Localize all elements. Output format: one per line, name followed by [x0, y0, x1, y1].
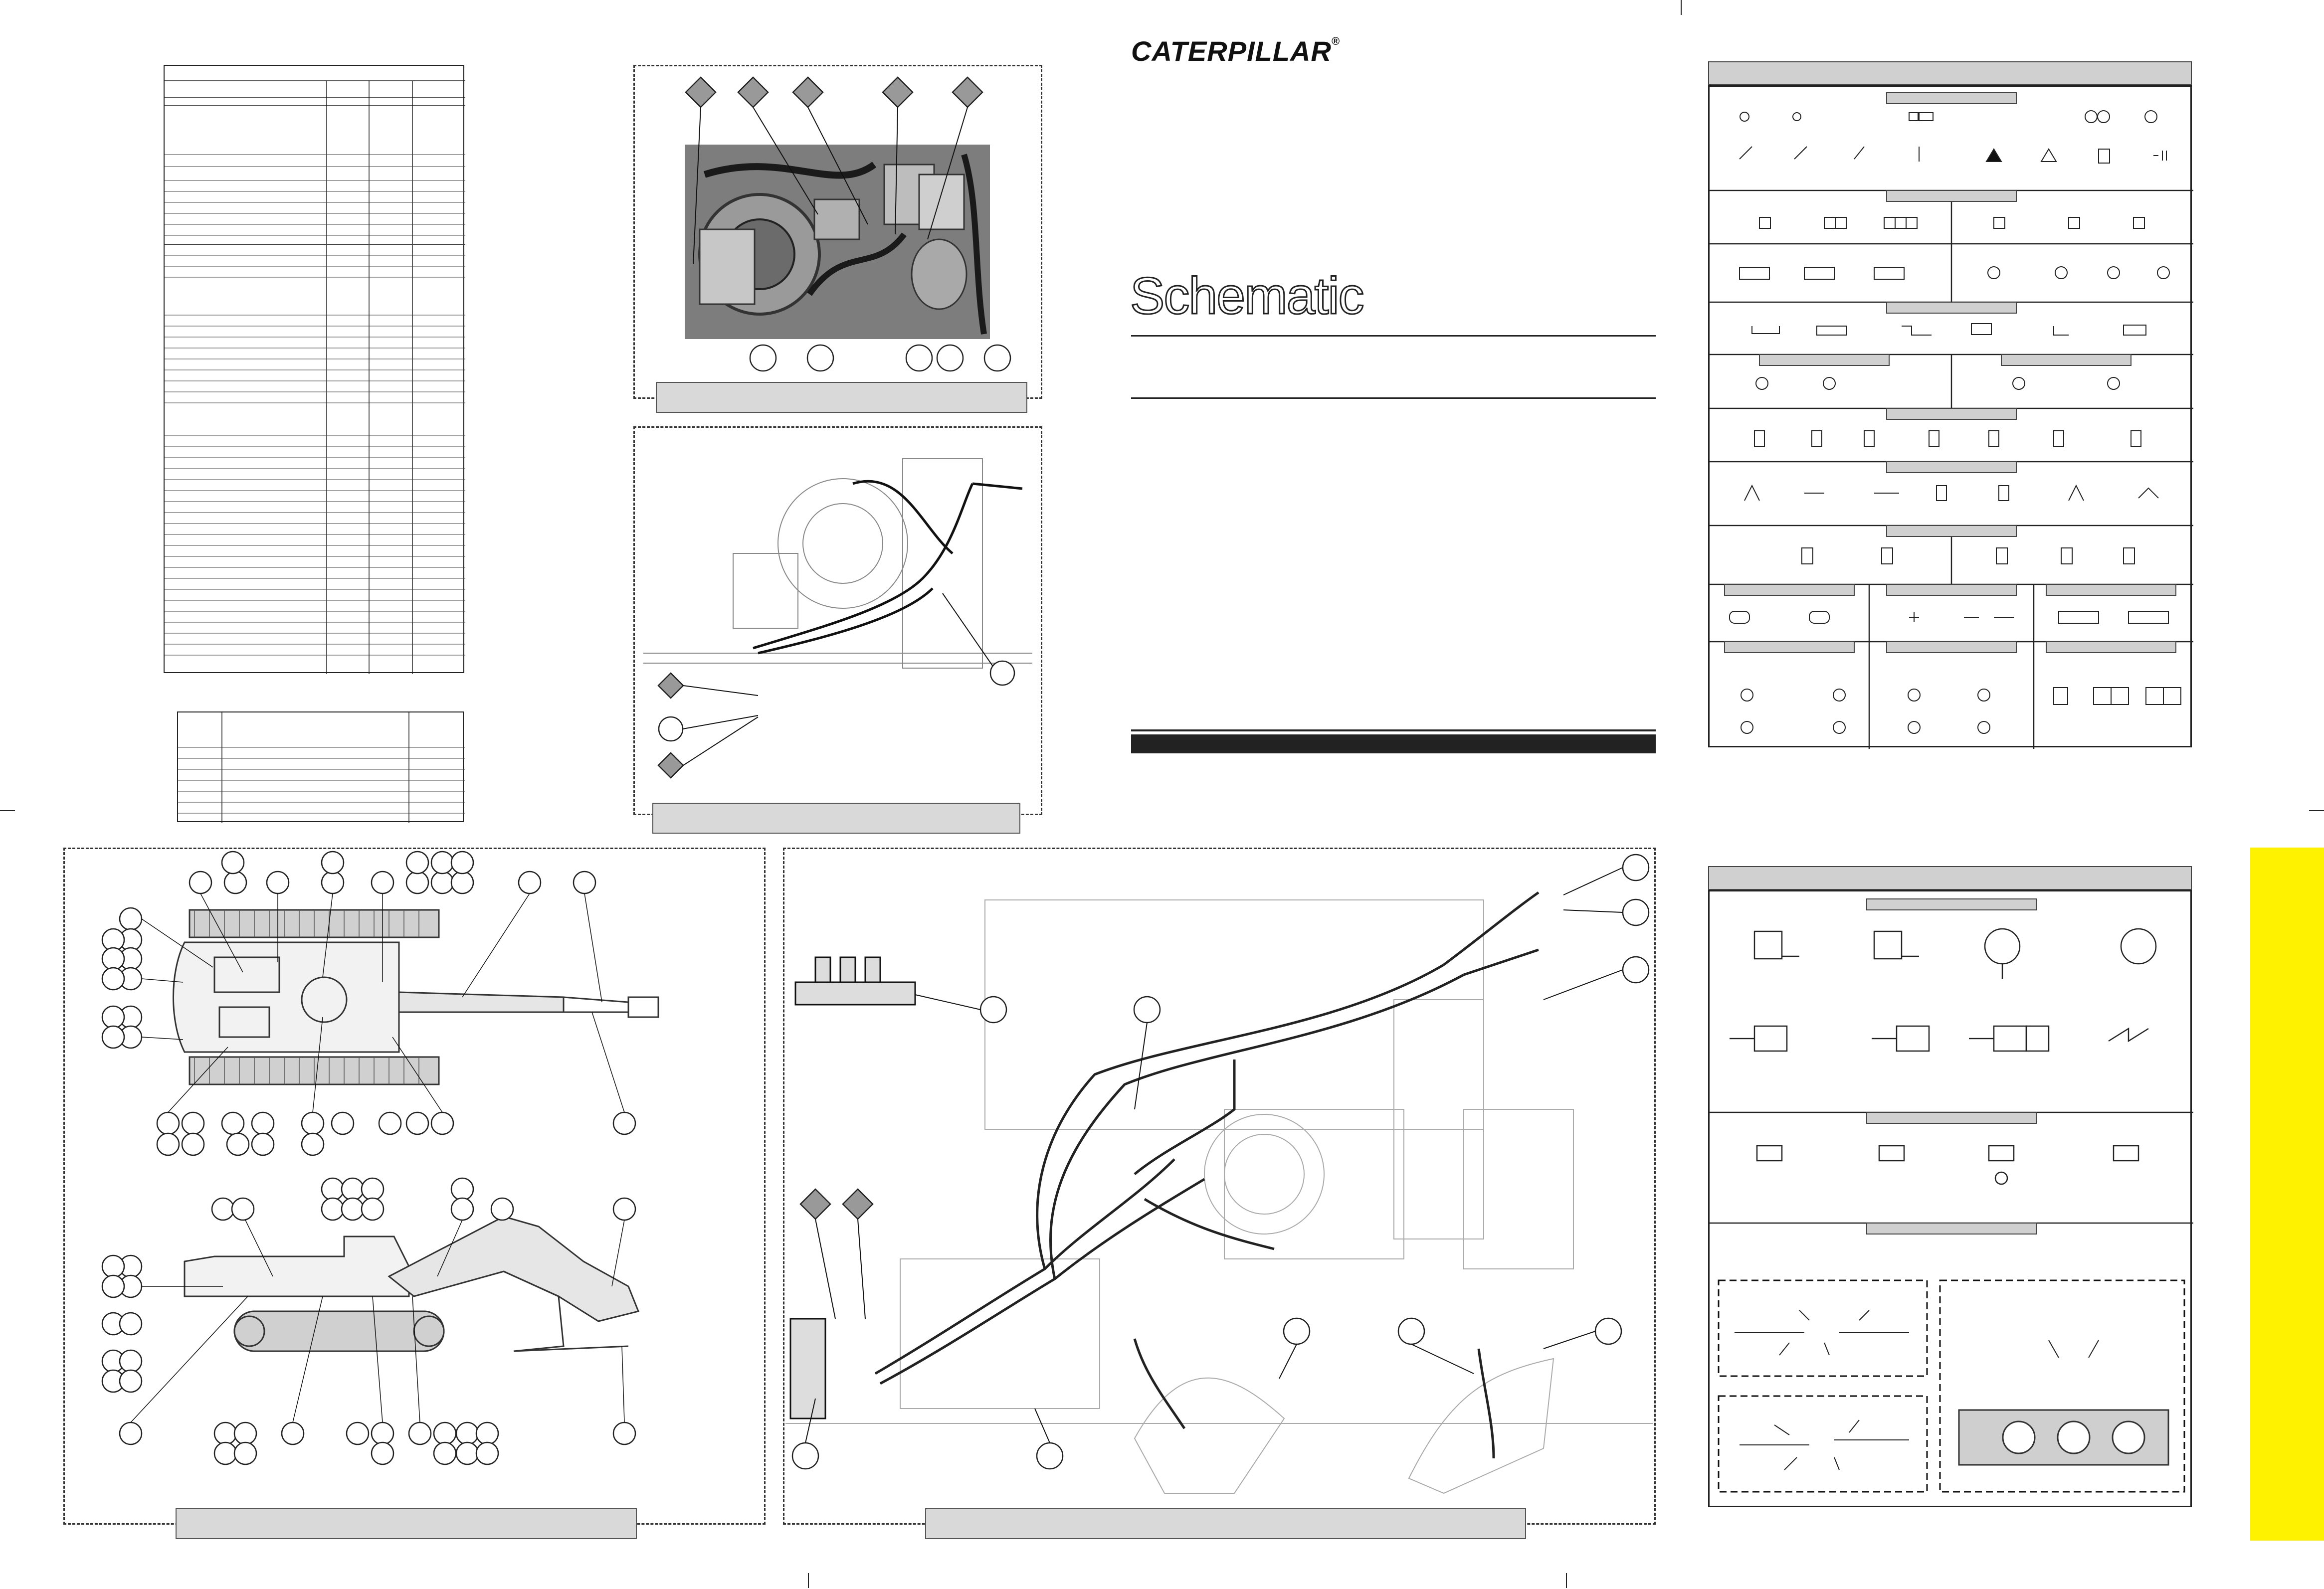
schematic-title: Schematic: [1130, 267, 1363, 325]
callout-circle: [1037, 1443, 1063, 1469]
crop-mark: [2309, 810, 2324, 811]
harness-caption-band: [925, 1508, 1526, 1539]
callout-circle: [1623, 899, 1649, 925]
callout-circle: [984, 345, 1010, 371]
brand-registered-mark: ®: [1331, 35, 1341, 47]
title-rule-1: [1131, 335, 1656, 337]
callout-diamond: [658, 753, 683, 778]
title-rule-3: [1131, 729, 1656, 731]
crop-mark: [1566, 1573, 1567, 1588]
title-rule-2: [1131, 397, 1656, 399]
callout-circle: [102, 852, 635, 1464]
crop-mark: [0, 810, 15, 811]
callout-circle: [990, 661, 1014, 685]
callout-diamond: [953, 77, 982, 107]
callout-circle: [906, 345, 932, 371]
callout-circle: [750, 345, 776, 371]
hydraulic-symbol-icon: [1710, 87, 2193, 749]
caterpillar-logo: [1131, 35, 1340, 67]
brand-name: CATERPILLAR: [1131, 35, 1332, 67]
callout-circle: [1595, 1318, 1621, 1344]
engine-view-caption-band: [652, 803, 1020, 834]
component-location-table: [164, 65, 464, 673]
component-table-grid: [165, 66, 465, 674]
callout-circle: [1284, 1318, 1310, 1344]
callout-diamond: [738, 77, 768, 107]
electrical-symbols-title-band: [1708, 866, 2192, 890]
crop-mark: [808, 1573, 809, 1588]
machine-callouts: [63, 848, 762, 1496]
electrical-symbols-legend: [1708, 890, 2192, 1507]
hydraulic-symbols-title-band: [1708, 61, 2192, 85]
machine-view-caption-band: [176, 1508, 637, 1539]
callout-circle: [807, 345, 833, 371]
small-reference-table: [177, 711, 464, 822]
electrical-symbol-icon: [1710, 891, 2193, 1509]
callout-circle: [1623, 855, 1649, 881]
callout-circle: [937, 345, 963, 371]
callout-circle: [792, 1443, 818, 1469]
callout-diamond: [793, 77, 823, 107]
photo-callouts: [668, 65, 1017, 424]
callout-circle: [1398, 1318, 1424, 1344]
callout-circle: [980, 997, 1006, 1023]
callout-circle: [659, 717, 683, 741]
callout-diamond: [800, 1189, 830, 1219]
title-black-band: [1131, 734, 1656, 753]
callout-diamond: [658, 673, 683, 698]
callout-circle: [1623, 957, 1649, 983]
crop-mark: [1681, 0, 1682, 15]
photo-caption-band: [656, 382, 1027, 413]
engine-hose-drawing: [643, 429, 1032, 788]
callout-diamond: [883, 77, 913, 107]
small-table-grid: [178, 712, 465, 823]
callout-diamond: [686, 77, 716, 107]
callout-diamond: [843, 1189, 873, 1219]
callout-circle: [1134, 997, 1160, 1023]
side-index-tab: [2250, 848, 2324, 1541]
hydraulic-symbols-legend: [1708, 85, 2192, 747]
hydraulic-routing-drawing: [785, 850, 1653, 1498]
